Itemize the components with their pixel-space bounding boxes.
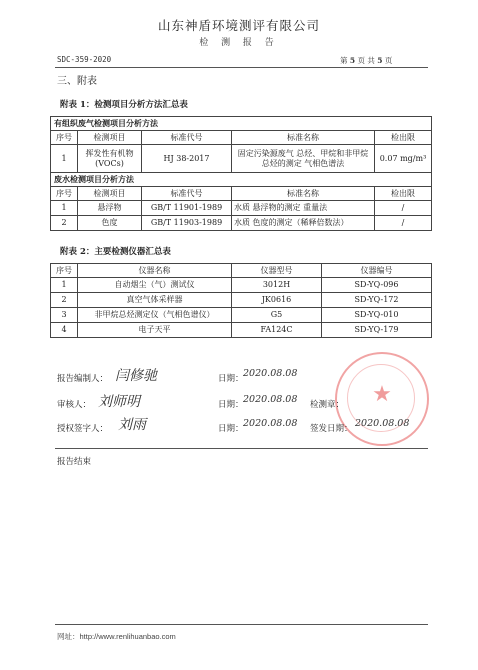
cell: / bbox=[375, 201, 432, 216]
approver-label: 授权签字人： bbox=[57, 424, 109, 434]
cell: SD-YQ-179 bbox=[322, 323, 432, 338]
cell: GB/T 11901-1989 bbox=[142, 201, 232, 216]
reviewer-signature: 刘师明 bbox=[98, 394, 140, 410]
col-header: 仪器型号 bbox=[232, 264, 322, 278]
col-header: 仪器名称 bbox=[78, 264, 232, 278]
cell: 固定污染源废气 总烃、甲烷和非甲烷总烃的测定 气相色谱法 bbox=[232, 145, 375, 173]
stamp-label: 检测章： bbox=[310, 400, 345, 410]
table-row bbox=[51, 308, 432, 323]
table-row bbox=[51, 201, 432, 216]
page-number: 5 bbox=[349, 56, 356, 65]
cell: / bbox=[375, 216, 432, 231]
col-header: 标准名称 bbox=[232, 131, 375, 145]
table-row bbox=[51, 145, 432, 173]
table1-caption: 附表 1：检测项目分析方法汇总表 bbox=[60, 100, 188, 110]
col-header: 序号 bbox=[51, 264, 78, 278]
cell: 水质 色度的测定（稀释倍数法） bbox=[232, 216, 375, 231]
header-divider bbox=[55, 67, 428, 68]
col-header: 检出限 bbox=[375, 131, 432, 145]
page-prefix: 第 bbox=[340, 56, 348, 65]
editor-signature: 闫修驰 bbox=[115, 368, 157, 384]
cell: JK0616 bbox=[232, 293, 322, 308]
table-row bbox=[51, 278, 432, 293]
cell: 真空气体采样器 bbox=[78, 293, 232, 308]
cell: 电子天平 bbox=[78, 323, 232, 338]
cell: HJ 38-2017 bbox=[142, 145, 232, 173]
cell: 3 bbox=[51, 308, 78, 323]
cell: GB/T 11903-1989 bbox=[142, 216, 232, 231]
col-header: 序号 bbox=[51, 187, 78, 201]
col-header: 序号 bbox=[51, 131, 78, 145]
col-header: 检出限 bbox=[375, 187, 432, 201]
reviewer-date-label: 日期： bbox=[218, 400, 244, 410]
approver-signature: 刘雨 bbox=[118, 417, 146, 433]
col-header: 检测项目 bbox=[78, 187, 142, 201]
cell: G5 bbox=[232, 308, 322, 323]
cell: 2 bbox=[51, 293, 78, 308]
table-row bbox=[51, 293, 432, 308]
cell: 1 bbox=[51, 145, 78, 173]
table-row bbox=[51, 216, 432, 231]
footer-divider bbox=[55, 624, 428, 625]
editor-date-label: 日期： bbox=[218, 374, 244, 384]
editor-label: 报告编制人： bbox=[57, 374, 109, 384]
table-header-row bbox=[51, 264, 432, 278]
water-section-heading: 废水检测项目分析方法 bbox=[51, 173, 432, 187]
cell: SD-YQ-096 bbox=[322, 278, 432, 293]
cell: 4 bbox=[51, 323, 78, 338]
reviewer-date: 2020.08.08 bbox=[243, 394, 298, 405]
approver-date: 2020.08.08 bbox=[243, 418, 298, 429]
cell: SD-YQ-172 bbox=[322, 293, 432, 308]
col-header: 检测项目 bbox=[78, 131, 142, 145]
cell: 2 bbox=[51, 216, 78, 231]
report-end-text: 报告结束 bbox=[57, 457, 92, 467]
page-suffix: 页 bbox=[384, 56, 393, 65]
cell: 水质 悬浮物的测定 重量法 bbox=[232, 201, 375, 216]
instruments-table bbox=[50, 263, 432, 338]
approver-date-label: 日期： bbox=[218, 424, 244, 434]
document-number: SDC-359-2020 bbox=[57, 55, 112, 64]
page-indicator bbox=[340, 55, 392, 66]
cell: 非甲烷总烃测定仪（气相色谱仪） bbox=[78, 308, 232, 323]
col-header: 标准代号 bbox=[142, 131, 232, 145]
seal-star-icon: ★ bbox=[372, 382, 392, 407]
cell: 0.07 mg/m³ bbox=[375, 145, 432, 173]
col-header: 标准代号 bbox=[142, 187, 232, 201]
table-row bbox=[51, 323, 432, 338]
cell: SD-YQ-010 bbox=[322, 308, 432, 323]
footer-url: 网址：http://www.renlihuanbao.com bbox=[57, 632, 176, 641]
methods-table bbox=[50, 116, 432, 231]
cell: 1 bbox=[51, 201, 78, 216]
table2-caption: 附表 2：主要检测仪器汇总表 bbox=[60, 247, 171, 257]
cell: 挥发性有机物(VOCs) bbox=[78, 145, 142, 173]
col-header: 标准名称 bbox=[232, 187, 375, 201]
issue-date-label: 签发日期： bbox=[310, 424, 353, 434]
col-header: 仪器编号 bbox=[322, 264, 432, 278]
reviewer-label: 审核人： bbox=[57, 400, 92, 410]
page-total: 5 bbox=[377, 56, 383, 65]
cell: 悬浮物 bbox=[78, 201, 142, 216]
signature-divider bbox=[55, 448, 428, 449]
issue-date: 2020.08.08 bbox=[355, 418, 410, 429]
report-subtitle: 检 测 报 告 bbox=[199, 38, 279, 48]
cell: 3012H bbox=[232, 278, 322, 293]
cell: FA124C bbox=[232, 323, 322, 338]
table-header-row bbox=[51, 131, 432, 145]
cell: 自动烟尘（气）测试仪 bbox=[78, 278, 232, 293]
table-header-row bbox=[51, 187, 432, 201]
cell: 色度 bbox=[78, 216, 142, 231]
page-mid: 页 共 bbox=[357, 56, 375, 65]
gas-section-heading: 有组织废气检测项目分析方法 bbox=[51, 117, 432, 131]
editor-date: 2020.08.08 bbox=[243, 368, 298, 379]
cell: 1 bbox=[51, 278, 78, 293]
section-title: 三、附表 bbox=[57, 76, 97, 87]
company-name: 山东神盾环境测评有限公司 bbox=[157, 18, 320, 33]
